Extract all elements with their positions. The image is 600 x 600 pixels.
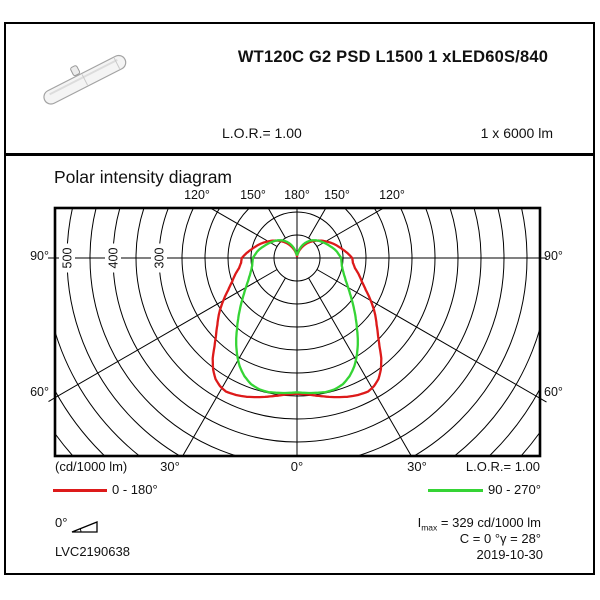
right-angle-label: 60°	[544, 385, 563, 399]
top-angle-label: 150°	[324, 188, 350, 202]
top-angle-label: 120°	[379, 188, 405, 202]
report-title: WT120C G2 PSD L1500 1 xLED60S/840	[237, 48, 549, 66]
svg-text:500: 500	[60, 247, 75, 269]
bottom-angle-label: 30°	[407, 459, 427, 474]
chart-title: Polar intensity diagram	[54, 167, 232, 187]
top-angle-label: 120°	[184, 188, 210, 202]
right-angle-label: 90°	[544, 249, 563, 263]
report-date: 2019-10-30	[476, 547, 543, 562]
series2-legend-label: 90 - 270°	[488, 482, 541, 497]
svg-text:400: 400	[106, 247, 121, 269]
series1-legend-label: 0 - 180°	[112, 482, 158, 497]
header-lumen-output: 1 x 6000 lm	[480, 125, 553, 141]
c-gamma-value: C = 0 °γ = 28°	[459, 531, 541, 546]
left-angle-label: 90°	[30, 249, 49, 263]
imax-value: $I_{max} = 329$ cd/1000 lm	[417, 515, 541, 533]
left-angle-label: 60°	[30, 385, 49, 399]
series2-legend-swatch	[428, 489, 483, 492]
document-number: LVC2190638	[55, 544, 130, 559]
bottom-angle-label: 30°	[160, 459, 180, 474]
tilt-angle-icon	[70, 515, 106, 535]
svg-text:300: 300	[152, 247, 167, 269]
top-angle-label: 180°	[284, 188, 310, 202]
top-angle-label: 150°	[240, 188, 266, 202]
series1-legend-swatch	[53, 489, 107, 492]
tilt-angle-label: 0°	[55, 515, 68, 530]
chart-lor-label: L.O.R.= 1.00	[465, 459, 540, 474]
header-lor-value: L.O.R.= 1.00	[222, 125, 302, 141]
bottom-angle-label: 0°	[290, 459, 304, 474]
radial-unit-label: (cd/1000 lm)	[55, 459, 128, 474]
